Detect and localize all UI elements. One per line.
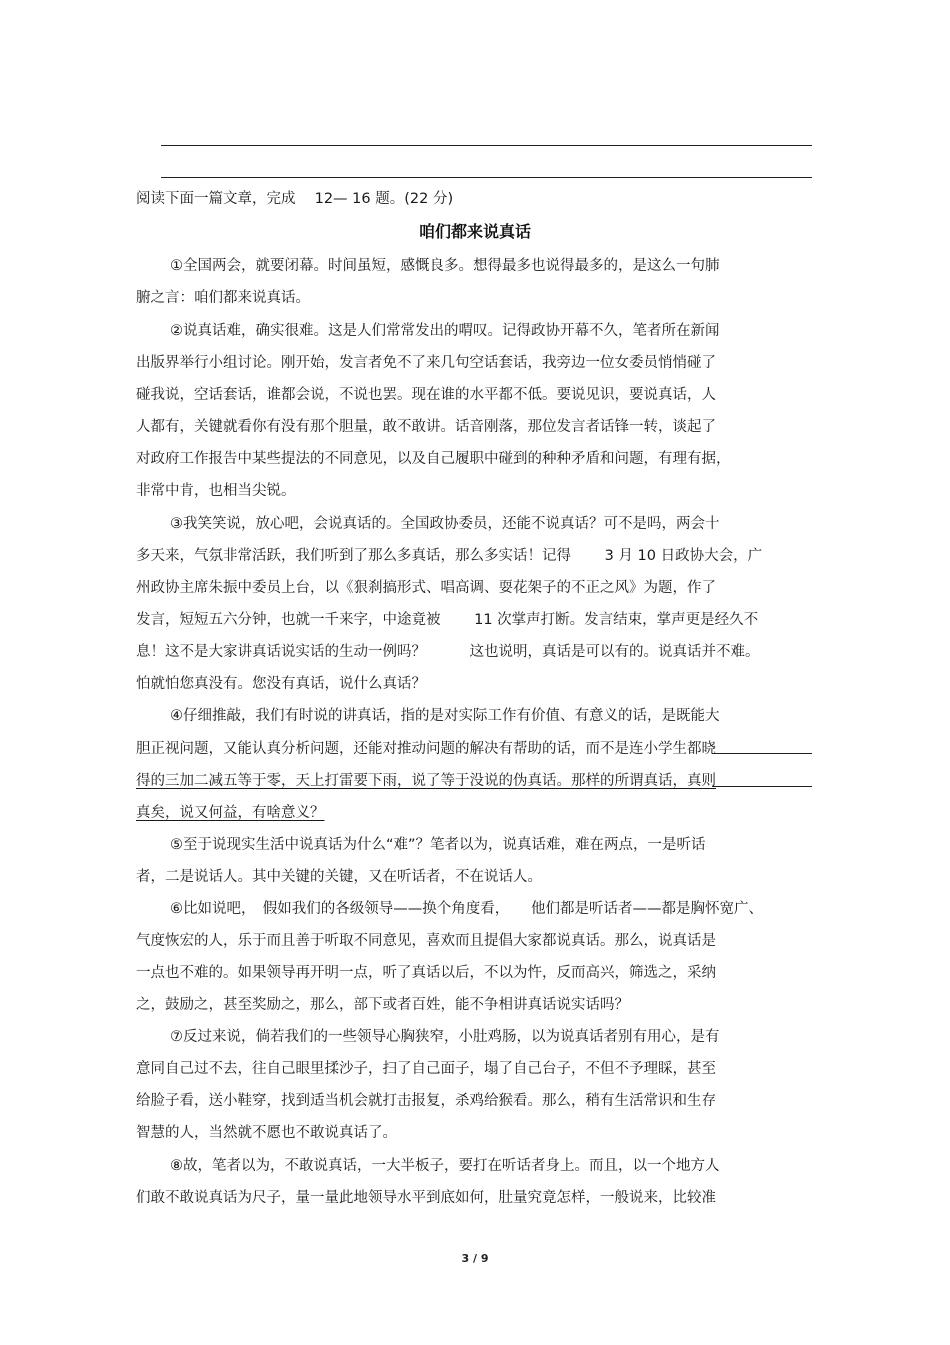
paragraph-line: 腑之言：咱们都来说真话。	[136, 290, 310, 306]
paragraph-line: 气度恢宏的人，乐于而且善于听取不同意见，喜欢而且提倡大家都说真话。那么，说真话是	[136, 933, 716, 949]
paragraph-line: 意同自己过不去，往自己眼里揉沙子，扫了自己面子，塌了自己台子，不但不予理睬，甚至	[136, 1061, 716, 1077]
paragraph-line: ⑤至于说现实生活中说真话为什么“难”？笔者以为，说真话难，难在两点，一是听话	[170, 837, 706, 853]
paragraph-line: 给脸子看，送小鞋穿，找到适当机会就打击报复，杀鸡给猴看。那么，稍有生活常识和生存	[136, 1093, 716, 1109]
paragraph-line: 州政协主席朱振中委员上台，以《狠刹搞形式、唱高调、耍花架子的不正之风》为题，作了	[136, 580, 716, 596]
paragraph-line: ①全国两会，就要闭幕。时间虽短，感慨良多。想得最多也说得最多的，是这么一句肺	[170, 258, 720, 274]
paragraph-line: ③我笑笑说，放心吧，会说真话的。全国政协委员，还能不说真话？可不是吗，两会十	[170, 516, 720, 532]
paragraph-line: 多天来，气氛非常活跃，我们听到了那么多真话，那么多实话！记得 3 月 10 日政协大会，广	[136, 548, 763, 564]
paragraph-line: 息！这不是大家讲真话说实话的生动一例吗？ 这也说明，真话是可以有的。说真话并不难。	[136, 644, 760, 660]
underlined-line: 真矣，说又何益，有啥意义？	[136, 805, 325, 821]
paragraph-line: 出版界举行小组讨论。刚开始，发言者免不了来几句空话套话，我旁边一位女委员悄悄碰了	[136, 355, 716, 371]
article-title: 咱们都来说真话	[418, 222, 531, 241]
paragraph-line: 怕就怕您真没有。您没有真话，说什么真话？	[136, 676, 426, 692]
paragraph-line: 对政府工作报告中某些提法的不同意见，以及自己履职中碰到的种种矛盾和问题，有理有据，	[136, 451, 731, 467]
underline-extension	[712, 786, 812, 787]
underline-extension	[712, 753, 812, 754]
paragraph-line: ④仔细推敲，我们有时说的讲真话，指的是对实际工作有价值、有意义的话，是既能大	[170, 708, 720, 724]
underlined-line: 得的三加二减五等于零，天上打雷要下雨，说了等于没说的伪真话。那样的所谓真话，真则	[136, 773, 716, 789]
paragraph-line: ⑧故，笔者以为，不敢说真话，一大半板子，要打在听话者身上。而且，以一个地方人	[170, 1158, 720, 1174]
paragraph-line: ②说真话难，确实很难。这是人们常常发出的喟叹。记得政协开幕不久，笔者所在新闻	[170, 323, 720, 339]
paragraph-line: ⑦反过来说，倘若我们的一些领导心胸狭窄，小肚鸡肠，以为说真话者别有用心，是有	[170, 1029, 720, 1045]
paragraph-line: 非常中肯，也相当尖锐。	[136, 483, 296, 499]
page-number: 3 / 9	[461, 1252, 489, 1265]
paragraph-line: 者，二是说话人。其中关键的关键，又在听话者，不在说话人。	[136, 869, 542, 885]
paragraph-line: 发言，短短五六分钟，也就一千来字，中途竟被 11 次掌声打断。发言结束，掌声更是经久不	[136, 612, 759, 628]
question-instruction: 阅读下面一篇文章，完成 12— 16 题。(22 分)	[136, 191, 454, 207]
paragraph-line: 碰我说，空话套话，谁都会说，不说也罢。现在谁的水平都不低。要说见识，要说真话，人	[136, 387, 716, 403]
paragraph-line: 们敢不敢说真话为尺子，量一量此地领导水平到底如何，肚量究竟怎样，一般说来，比较准	[136, 1190, 716, 1206]
paragraph-line: 一点也不难的。如果领导再开明一点，听了真话以后，不以为忤，反而高兴，筛选之，采纳	[136, 965, 716, 981]
answer-line-2	[161, 177, 812, 178]
paragraph-line: 人都有，关键就看你有没有那个胆量，敢不敢讲。话音刚落，那位发言者话锋一转，谈起了	[136, 419, 716, 435]
paragraph-line: 之，鼓励之，甚至奖励之，那么，部下或者百姓，能不争相讲真话说实话吗？	[136, 997, 629, 1013]
answer-line-1	[161, 145, 812, 146]
paragraph-line: ⑥比如说吧， 假如我们的各级领导——换个角度看， 他们都是听话者——都是胸怀宽广、	[170, 901, 763, 917]
paragraph-line: 胆正视问题，又能认真分析问题，还能对推动问题的解决有帮助的话，而不是连小学生都晓	[136, 741, 716, 757]
paragraph-line: 智慧的人，当然就不愿也不敢说真话了。	[136, 1125, 397, 1141]
